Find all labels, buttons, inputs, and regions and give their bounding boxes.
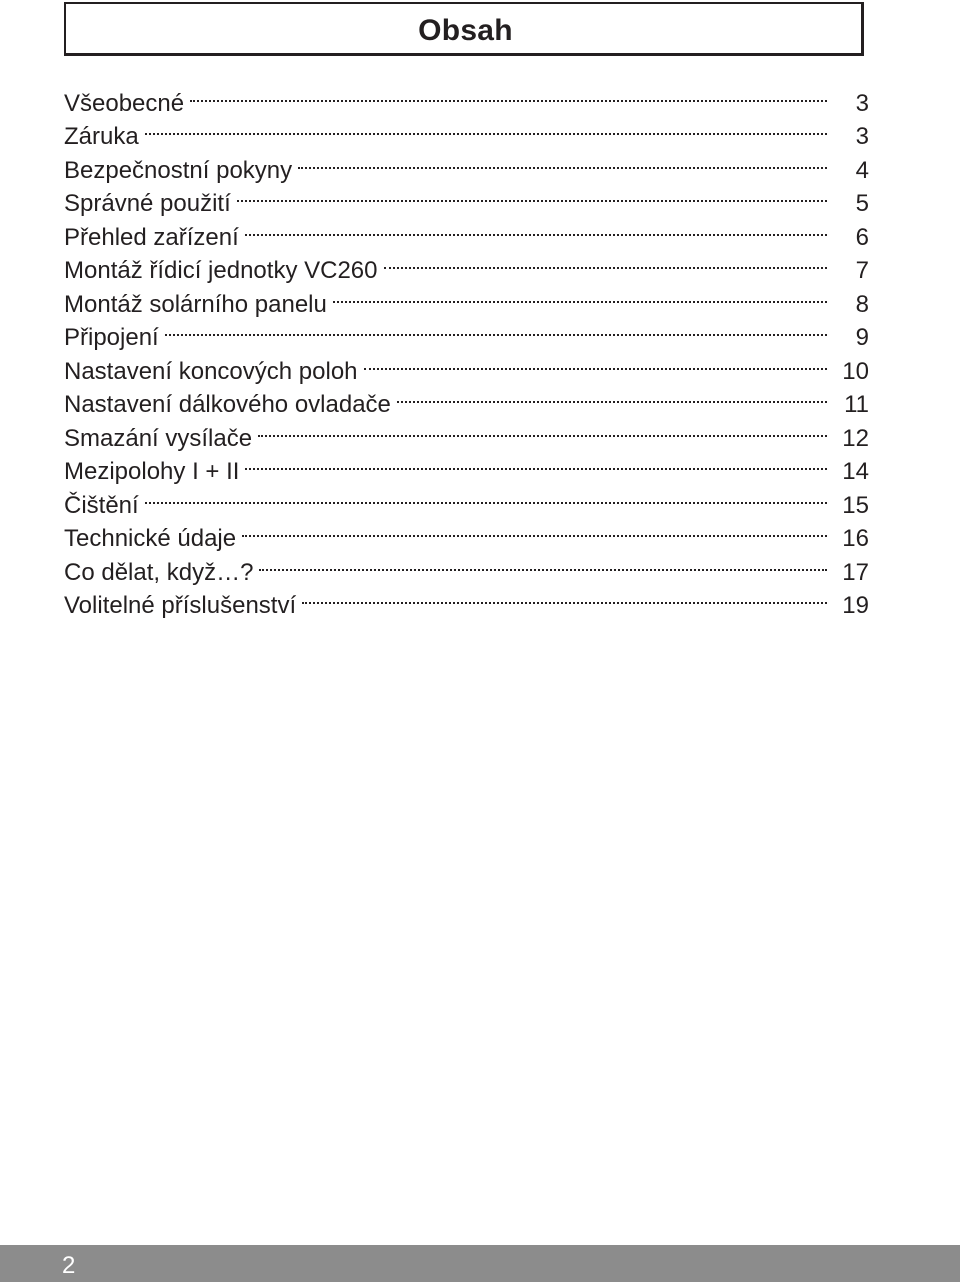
toc-entry[interactable] [64, 77, 869, 117]
toc-entry-page: 9 [855, 324, 869, 351]
toc-entry-label: Připojení [64, 324, 159, 351]
toc-entry[interactable] [64, 479, 869, 519]
toc-entry-label: Co dělat, když…? [64, 558, 254, 586]
toc-entry-label: Montáž solárního panelu [64, 290, 327, 318]
toc-entry-label: Záruka [64, 123, 139, 150]
toc-leader-dots [237, 178, 827, 212]
toc-leader-dots [165, 312, 827, 346]
toc-entry-page: 12 [842, 424, 869, 452]
toc-entry-label: Nastavení koncových poloh [64, 357, 358, 385]
toc-entry-page: 5 [855, 190, 869, 217]
toc-entry-label: Montáž řídicí jednotky VC260 [64, 257, 378, 284]
title-box [64, 2, 864, 56]
toc-leader-dots [259, 546, 827, 580]
footer-bar [0, 1245, 960, 1282]
toc-leader-dots [258, 412, 827, 446]
toc-leader-dots [384, 245, 828, 279]
toc-entry-page: 4 [855, 156, 869, 184]
toc-entry-label: Správné použití [64, 190, 231, 217]
toc-entry-label: Technické údaje [64, 525, 237, 552]
toc-entry-page: 3 [855, 123, 869, 150]
toc-entry-page: 10 [842, 357, 869, 385]
toc-entry-page: 6 [855, 223, 869, 251]
toc-leader-dots [364, 345, 827, 379]
toc-entry-page: 14 [842, 458, 869, 485]
page-title: Obsah [418, 14, 513, 47]
toc-entry-label: Bezpečnostní pokyny [64, 156, 293, 184]
toc-entry-label: Volitelné příslušenství [64, 592, 297, 619]
toc-entry-label: Smazání vysílače [64, 424, 253, 452]
toc-leader-dots [302, 580, 827, 614]
toc-entry-page: 19 [842, 592, 869, 619]
toc-leader-dots [245, 211, 827, 245]
toc-entry[interactable] [64, 345, 869, 385]
toc-entry-page: 15 [842, 491, 869, 519]
toc-entry[interactable] [64, 513, 869, 552]
footer-page-number: 2 [62, 1252, 76, 1279]
toc-entry-page: 8 [855, 290, 869, 318]
toc-entry-page: 7 [855, 257, 869, 284]
toc-entry-page: 11 [844, 391, 869, 418]
toc-entry-label: Mezipolohy I + II [64, 458, 240, 485]
toc-leader-dots [145, 479, 827, 513]
toc-leader-dots [298, 144, 827, 178]
toc-leader-dots [190, 77, 827, 111]
toc-entry-label: Čištění [64, 491, 139, 519]
toc-leader-dots [333, 278, 827, 312]
toc-entry-page: 3 [855, 89, 869, 117]
toc-leader-dots [397, 379, 827, 413]
toc-leader-dots [145, 111, 827, 145]
toc-leader-dots [245, 446, 827, 480]
toc-entry-page: 16 [842, 525, 869, 552]
toc-entry[interactable] [64, 144, 869, 184]
toc-entry-page: 17 [842, 558, 869, 586]
table-of-contents [64, 77, 869, 619]
toc-entry-label: Nastavení dálkového ovladače [64, 391, 391, 418]
toc-entry-label: Přehled zařízení [64, 223, 239, 251]
toc-leader-dots [242, 513, 827, 547]
toc-entry[interactable] [64, 111, 869, 150]
toc-entry[interactable] [64, 312, 869, 351]
toc-entry-label: Všeobecné [64, 89, 185, 117]
